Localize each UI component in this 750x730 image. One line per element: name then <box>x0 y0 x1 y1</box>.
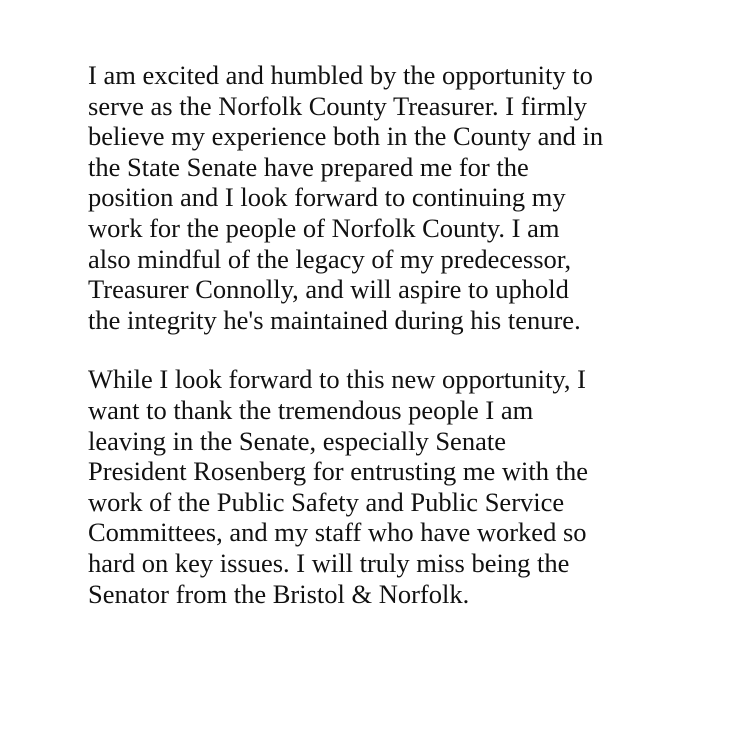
text-line: also mindful of the legacy of my predecessor, <box>88 243 572 274</box>
text-line: the State Senate have prepared me for the <box>88 151 529 182</box>
text-line: I am excited and humbled by the opportunity to <box>88 60 593 90</box>
text-line: President Rosenberg for entrusting me with the <box>88 456 588 487</box>
text-line: Committees, and my staff who have worked so <box>88 517 587 548</box>
text-line: While I look forward to this new opportunity, I <box>88 364 587 395</box>
paragraph-2 <box>88 364 708 609</box>
text-line: want to thank the tremendous people I am <box>88 394 534 425</box>
text-line: Senator from the Bristol & Norfolk. <box>88 578 470 609</box>
text-line: work for the people of Norfolk County. I am <box>88 212 560 243</box>
text-line: serve as the Norfolk County Treasurer. I firmly <box>88 90 587 121</box>
text-line: the integrity he's maintained during his tenure. <box>88 304 581 335</box>
text-line: hard on key issues. I will truly miss being the <box>88 547 570 578</box>
text-line: work of the Public Safety and Public Service <box>88 486 565 517</box>
text-line: believe my experience both in the County and in <box>88 121 604 152</box>
text-line: position and I look forward to continuing my <box>88 182 566 213</box>
text-line: Treasurer Connolly, and will aspire to uphold <box>88 274 569 305</box>
statement-text <box>88 60 708 609</box>
text-line: leaving in the Senate, especially Senate <box>88 425 506 456</box>
paragraph-1 <box>88 60 708 335</box>
